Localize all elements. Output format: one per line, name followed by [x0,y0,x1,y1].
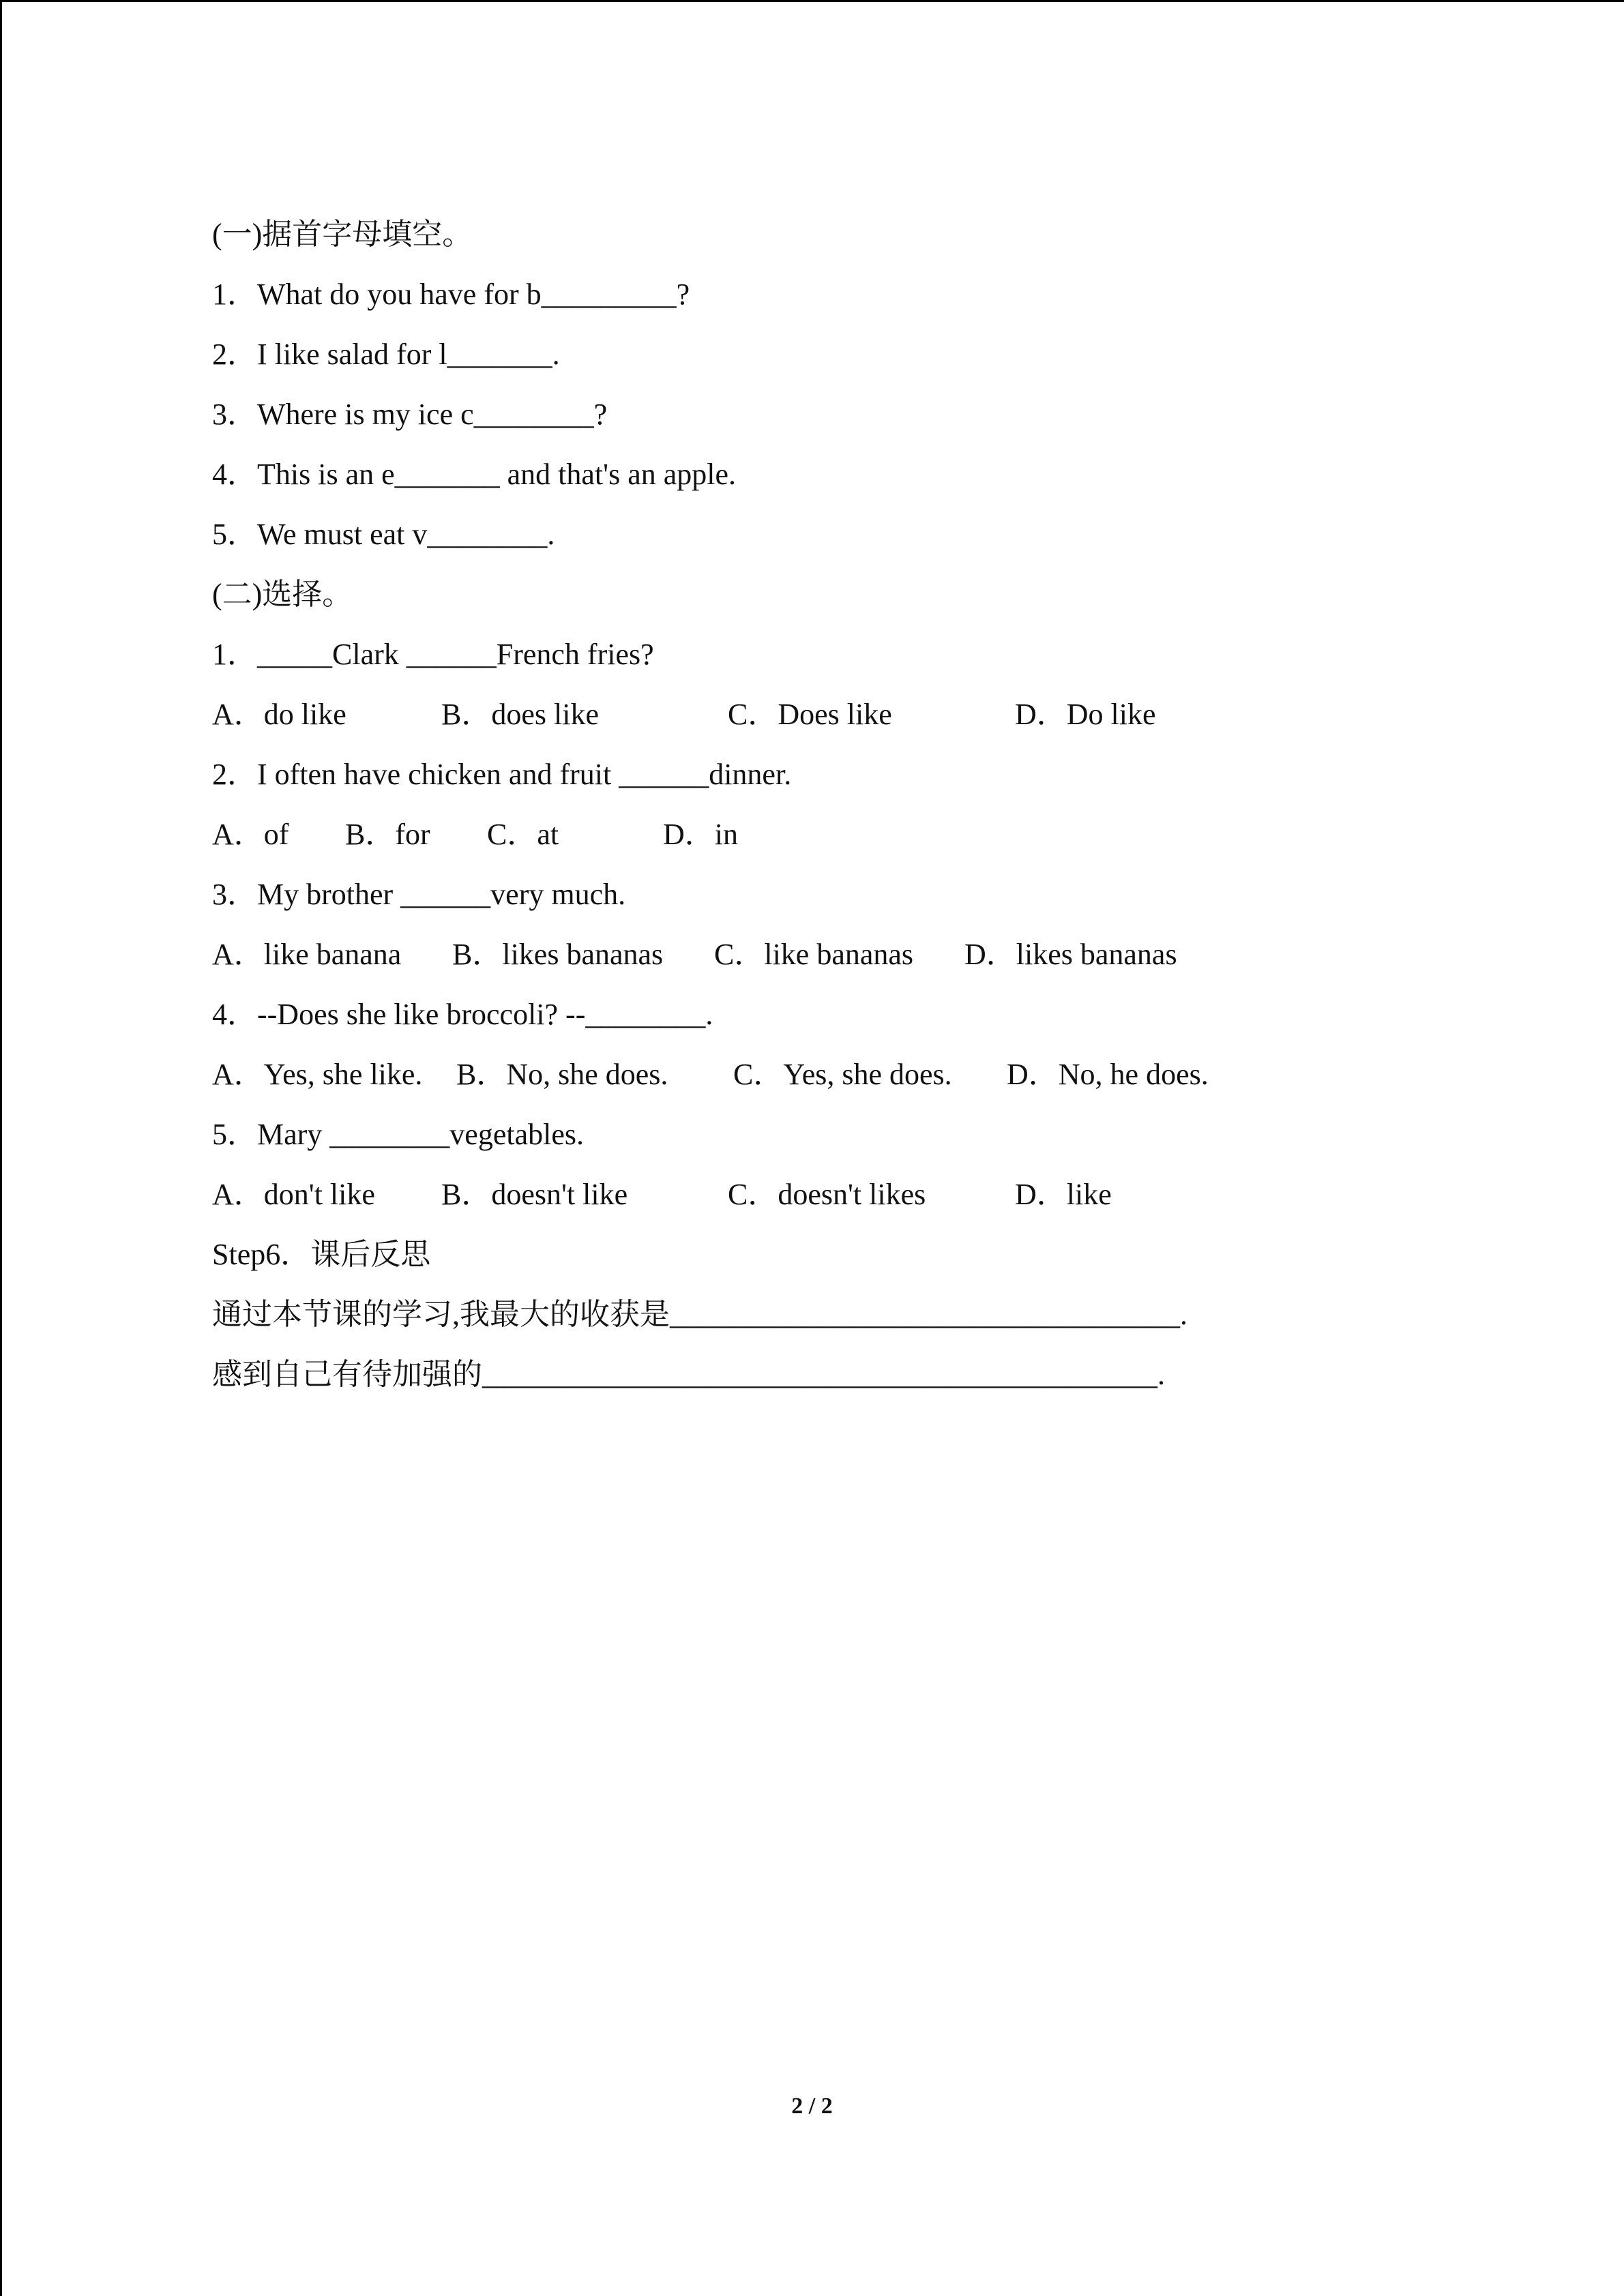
option-b: B．for [345,818,430,851]
option-c: C．like bananas [714,938,914,971]
option-b: B．does like [441,698,599,731]
option-b: B．No, she does. [456,1058,668,1091]
option-d: D．Do like [1015,698,1156,731]
fill-blank-item-1: 1．What do you have for b_________? [212,278,690,311]
fill-blank-item-2: 2．I like salad for l_______. [212,338,560,371]
option-a: A．don't like [212,1178,375,1211]
fill-blank-item-5: 5．We must eat v________. [212,518,555,551]
option-c: C．Does like [728,698,892,731]
choice-question-4: 4．--Does she like broccoli? --________. [212,998,713,1031]
reflection-line-1: 通过本节课的学习,我最大的收获是__________________________________. [212,1298,1187,1331]
section1-heading: (一)据首字母填空。 [212,218,473,251]
option-b: B．doesn't like [441,1178,628,1211]
reflection-line-2: 感到自己有待加强的_____________________________________________. [212,1358,1165,1391]
option-c: C．at [487,818,559,851]
option-a: A．do like [212,698,346,731]
choice-options-1 [212,685,1440,745]
fill-blank-item-3: 3．Where is my ice c________? [212,398,608,431]
option-a: A．of [212,818,289,851]
section2-heading: (二)选择。 [212,578,353,611]
choice-question-1: 1．_____Clark ______French fries? [212,638,654,671]
option-d: D．No, he does. [1007,1058,1209,1091]
option-b: B．likes bananas [452,938,664,971]
choice-options-4 [212,1045,1440,1105]
option-d: D．like [1015,1178,1112,1211]
fill-blank-item-4: 4．This is an e_______ and that's an apple. [212,458,737,491]
option-d: D．in [663,818,738,851]
page-number: 2 / 2 [791,2093,833,2119]
choice-options-3 [212,925,1440,985]
reflection-heading: Step6．课后反思 [212,1238,431,1271]
choice-options-5 [212,1165,1440,1225]
choice-question-3: 3．My brother ______very much. [212,878,626,911]
option-c: C．doesn't likes [728,1178,926,1211]
option-a: A．Yes, she like. [212,1058,423,1091]
choice-options-2 [212,805,1440,865]
option-d: D．likes bananas [964,938,1177,971]
option-c: C．Yes, she does. [733,1058,952,1091]
option-a: A．like banana [212,938,402,971]
choice-question-2: 2．I often have chicken and fruit ______dinner. [212,758,792,791]
worksheet-content [212,205,1440,1405]
choice-question-5: 5．Mary ________vegetables. [212,1118,584,1151]
